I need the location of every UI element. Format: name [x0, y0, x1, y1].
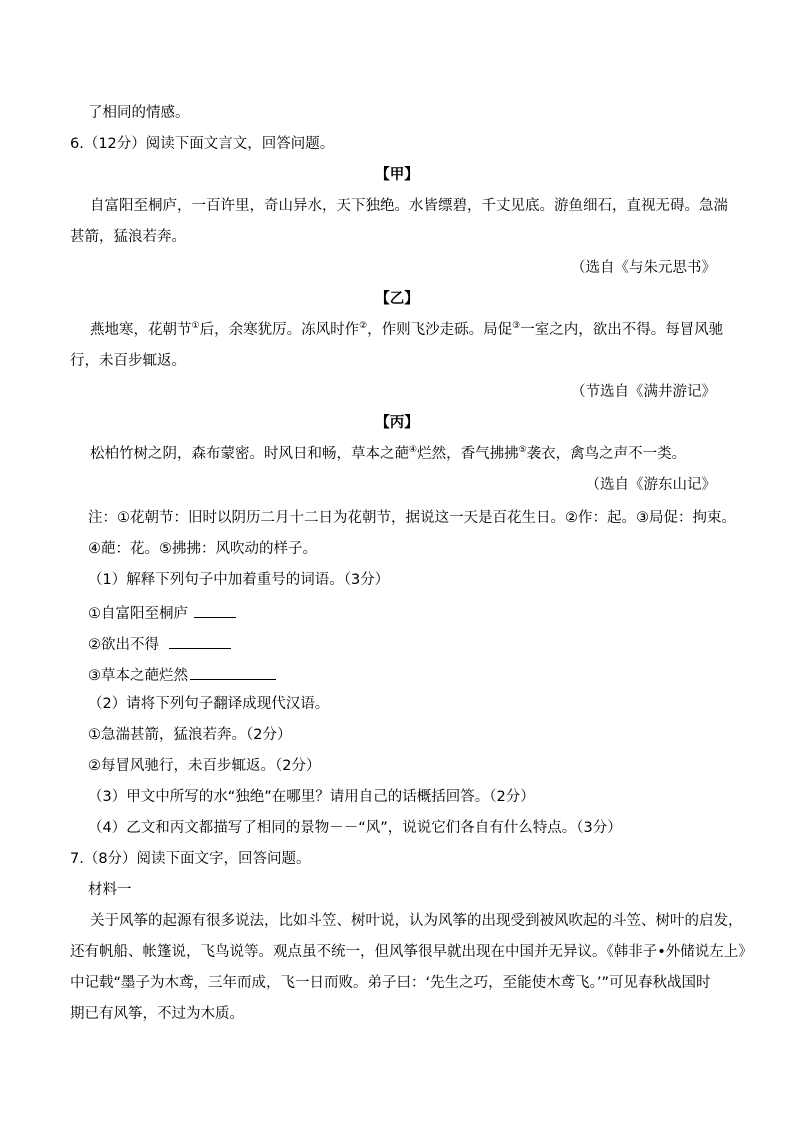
- footnote-mark: ④: [409, 445, 418, 456]
- subquestion-2: （2）请将下列句子翻译成现代汉语。: [88, 696, 330, 712]
- subquestion-1-item: [88, 632, 231, 655]
- yi-text-segment: 一室之内，欲出不得。每冒风驰: [520, 322, 724, 338]
- yi-text-segment: 燕地寒，花朝节: [90, 322, 192, 338]
- subquestion-3: （3）甲文中所写的水“独绝”在哪里？请用自己的话概括回答。（2分）: [88, 789, 535, 805]
- material-text-line: 期已有风筝，不过为木质。: [70, 1006, 244, 1022]
- text-line: 了相同的情感。: [88, 105, 190, 121]
- yi-text-segment: 后，余寒犹厉。冻风时作: [199, 322, 360, 338]
- jia-text-line: 甚箭，猛浪若奔。: [70, 229, 186, 245]
- item-text: ①自富阳至桐庐: [88, 606, 188, 622]
- section-bing-title: 【丙】: [375, 415, 419, 431]
- yi-text-segment: ，作则飞沙走砾。局促: [367, 322, 513, 338]
- bing-source: （选自《游东山记》: [585, 477, 716, 493]
- material-text-line: 中记载“墨子为木鸢，三年而成，飞一日而败。弟子曰：‘先生之巧，至能使木鸢飞。’”可见春秋战国时: [70, 975, 711, 991]
- footnote-line: 注：①花朝节：旧时以阴历二月十二日为花朝节，据说这一天是百花生日。②作：起。③局促：拘束。: [88, 510, 736, 526]
- bing-text-segment: 袭衣，禽鸟之声不一类。: [526, 446, 687, 462]
- bing-text-line: [90, 444, 686, 464]
- answer-blank[interactable]: [194, 601, 236, 618]
- bing-text-segment: 松柏竹树之阴，森布蒙密。时风日和畅，草本之葩: [90, 446, 409, 462]
- subquestion-1-item: [88, 601, 236, 624]
- question-7-heading: 7.（8分）阅读下面文字，回答问题。: [70, 851, 311, 867]
- bing-text-segment: 烂然，香气拂拂: [417, 446, 519, 462]
- material-text-line: 关于风筝的起源有很多说法，比如斗笠、树叶说，认为风筝的出现受到被风吹起的斗笠、树叶的启发，: [90, 913, 743, 929]
- answer-blank[interactable]: [169, 632, 231, 649]
- footnote-mark: ①: [191, 321, 200, 332]
- jia-source: （选自《与朱元思书》: [571, 260, 716, 276]
- subquestion-2-item: ①急湍甚箭，猛浪若奔。（2分）: [88, 727, 292, 743]
- material-label: 材料一: [88, 882, 132, 898]
- subquestion-4: （4）乙文和丙文都描写了相同的景物－－“风”，说说它们各自有什么特点。（3分）: [88, 820, 622, 836]
- footnote-mark: ②: [359, 321, 368, 332]
- item-text: ②欲出不得: [88, 637, 159, 653]
- footnote-line: ④葩：花。⑤拂拂：风吹动的样子。: [88, 541, 317, 557]
- item-text: ③草本之葩烂然: [88, 668, 188, 684]
- yi-source: （节选自《满井游记》: [571, 384, 716, 400]
- footnote-mark: ③: [512, 321, 521, 332]
- section-jia-title: 【甲】: [375, 167, 419, 183]
- subquestion-1: （1）解释下列句子中加着重号的词语。（3分）: [88, 572, 390, 588]
- material-text-line: 还有帆船、帐篷说，飞鸟说等。观点虽不统一，但风筝很早就出现在中国并无异议。《韩非子•外储说左上》: [70, 944, 753, 960]
- yi-text-line: 行，未百步辄返。: [70, 353, 186, 369]
- footnote-mark: ⑤: [518, 445, 527, 456]
- section-yi-title: 【乙】: [375, 291, 419, 307]
- jia-text-line: 自富阳至桐庐，一百许里，奇山异水，天下独绝。水皆缥碧，千丈见底。游鱼细石，直视无碍。急湍: [90, 198, 728, 214]
- subquestion-2-item: ②每冒风驰行，未百步辄返。（2分）: [88, 758, 321, 774]
- question-6-heading: 6.（12分）阅读下面文言文，回答问题。: [70, 136, 335, 152]
- subquestion-1-item: [88, 663, 276, 686]
- yi-text-line: [90, 320, 723, 340]
- answer-blank[interactable]: [190, 663, 276, 680]
